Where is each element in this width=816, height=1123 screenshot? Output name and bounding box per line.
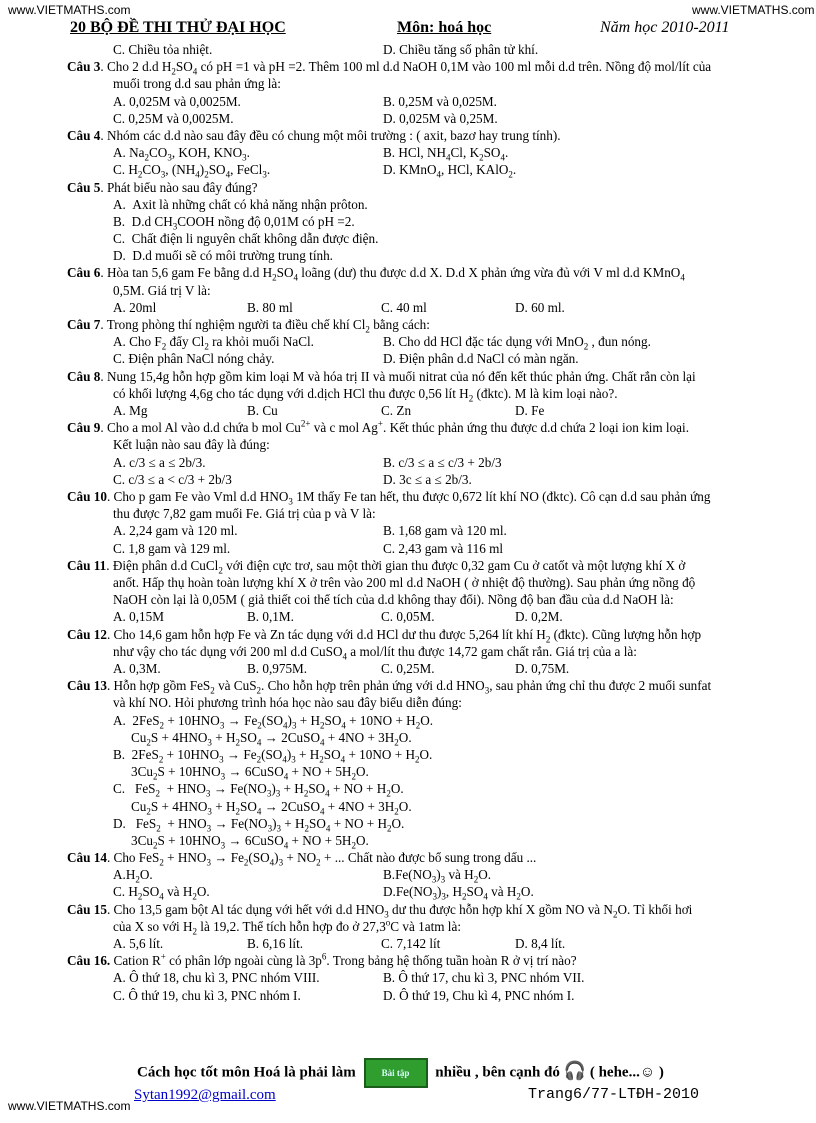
exam-subject: Môn: hoá học xyxy=(397,19,492,36)
question-7: Câu 7. Trong phòng thí nghiệm người ta điều chế khí $Cl_2$ bằng cách: xyxy=(67,317,430,335)
question-4: Câu 4. Nhóm các d.d nào sau đây đều có chung một môi trường : ( axit, bazơ hay trung tính). xyxy=(67,127,561,143)
watermark-bottom-left: www.VIETMATHS.com xyxy=(8,1099,131,1113)
question-11: Câu 11. Điện phân d.d CuCl$_2$ với điện cực trơ, sau một thời gian thu được 0,32 gam Cu ở catốt và một lượng khí X ở anốt. Hấp thụ hoàn toàn lượng khí X ở trên vào 200 ml d.d NaOH ( ở nhiệt độ thường). Sau phản ứng nồng độ NaOH còn lại là 0,05M ( giả thiết coi thể tích của d.d không thay đổi). Nồng độ ban đầu của d.d NaOH là: xyxy=(67,557,696,608)
question-10: Câu 10. Cho p gam Fe vào Vml d.d $HNO_3$ 1M thấy Fe tan hết, thu được 0,672 lít khí NO (đktc). Cô cạn d.d sau phản ứng thu được 7,82 gam muối Fe. Giá trị của p và V là: xyxy=(67,489,711,522)
question-9: Câu 9. Cho a mol Al vào d.d chứa b mol $Cu^{2+}$ và c mol Ag+. Kết thúc phản ứng thu được d.d chứa 2 loại ion kim loại. Kết luận nào sau đây là đúng: xyxy=(67,418,689,453)
question-8: Câu 8. Nung 15,4g hỗn hợp gồm kim loại M và hóa trị II và muối nitrat của nó đến kết thúc phản ứng. Chất rắn còn lại có khối lượng 4,6g cho tác dụng với d.dịch HCl thu được 0,56 lít $H_2$ (đktc). M là kim loại nào?. xyxy=(67,368,696,404)
carry-over-options: C. Chiều tỏa nhiệt. D. Chiều tăng số phân tử khí. xyxy=(113,42,539,57)
watermark-top-right: www.VIETMATHS.com xyxy=(692,3,815,17)
footer-message: Cách học tốt môn Hoá là phải làm Bài tập nhiều , bên cạnh đó 🎧 ( hehe...☺ ) xyxy=(137,1058,664,1088)
question-6: Câu 6. Hòa tan 5,6 gam Fe bằng d.d $H_2SO_4$ loãng (dư) thu được d.d X. D.d X phản ứng vừa đủ với V ml d.d KMnO$_4$ 0,5M. Giá trị V là: xyxy=(67,265,685,298)
email-link[interactable]: Sytan1992@gmail.com xyxy=(134,1087,276,1103)
watermark-top-left: www.VIETMATHS.com xyxy=(8,3,131,17)
question-13: Câu 13. Hỗn hợp gồm FeS$_2$ và CuS$_2$. Cho hỗn hợp trên phản ứng với d.d $HNO_3$, sau phản ứng chỉ thu được 2 muối sunfat và khí NO. Hỏi phương trình hóa học nào sau đây biểu diễn đúng: xyxy=(67,678,712,711)
question-16: Câu 16. Cation R+ có phân lớp ngoài cùng là $3p^6$. Trong bảng hệ thống tuần hoàn R ở vị trí nào? xyxy=(67,951,577,969)
questions-content: C. Chiều tỏa nhiệt. D. Chiều tăng số phân tử khí. Câu 3. Cho 2 d.d $H_2SO_4$ có pH =1 và pH =2. Thêm 100 ml d.d NaOH 0,1M vào 100 ml mỗi d.d trên. Nồng độ mol/lít của muối trong d.d sau phản ứng là: A. 0,025M và 0,0025M. B. 0,25M và 0,025M. C. 0,25M và 0,0025M. D. 0,025M và 0,25M. Câu 4. Nhóm các d.d nào sau đây đều có chung một môi trường : ( axit, bazơ hay trung tính). A. $Na_2CO_3$, KOH, $KNO_3$. B. HCl, $NH_4Cl$, $K_2SO_4$. C. $H_2CO_3$, $(NH_4)_2SO_4$, FeCl$_3$. D. KMnO$_4$, HCl, KAlO$_2$. Câu 5. Phát biểu nào sau đây đúng? A. Axit là những chất có khả năng nhận prôton. B. D.d $CH_3COOH$ nồng độ 0,01M có pH =2. C. Chất điện li nguyên chất không dẫn được điện. D. D.d muối sẽ có môi trường trung tính. Câu 6. Hòa tan 5,6 gam Fe bằng d.d $H_2SO_4$ loãng (dư) thu được d.d X. D.d X phản ứng vừa đủ với V ml d.d KMnO$_4$ 0,5M. Giá trị V là: A. 20ml B. 80 ml C. 40 ml D. 60 ml. Câu 7. Trong phòng thí nghiệm người ta điều chế khí $Cl_2$ bằng cách: A. Cho $F_2$ đẩy $Cl_2$ ra khỏi muối NaCl. B. Cho dd HCl đặc tác dụng với MnO$_2$ , đun nóng. C. Điện phân NaCl nóng chảy. D. Điện phân d.d NaCl có màn ngăn. Câu 8. Nung 15,4g hỗn hợp gồm kim loại M và hóa trị II và muối nitrat của nó đến kết thúc phản ứng. Chất rắn còn lại có khối lượng 4,6g cho tác dụng với d.dịch HCl thu được 0,56 lít $H_2$ (đktc). M là kim loại nào?. A. Mg B. Cu C. Zn D. Fe Câu 9. Cho a mol Al vào d.d chứa b mol $Cu^{2+}$ và c mol Ag+. Kết thúc phản ứng thu được d.d chứa 2 loại ion kim loại. Kết luận nào sau đây là đúng: A. c/3 ≤ a ≤ 2b/3. B. c/3 ≤ a ≤ c/3 + 2b/3 C. c/3 ≤ a < c/3 + 2b/3 D. 3c ≤ a ≤ 2b/3. Câu 10. Cho p gam Fe vào Vml d.d $HNO_3$ 1M thấy Fe tan hết, thu được 0,672 lít khí NO (đktc). Cô cạn d.d sau phản ứng thu được 7,82 gam muối Fe. Giá trị của p và V là: A. 2,24 gam và 120 ml. B. 1,68 gam và 120 ml. C. 1,8 gam và 129 ml. C. 2,43 gam và 116 ml Câu 11. Điện phân d.d CuCl$_2$ với điện cực trơ, sau một thời gian thu được 0,32 gam Cu ở catốt và một lượng khí X ở anốt. Hấp thụ hoàn toàn lượng khí X ở trên vào 200 ml d.d NaOH ( ở nhiệt độ thường). Sau phản ứng nồng độ NaOH còn lại là 0,05M ( giả thiết coi thể tích của d.d không thay đổi). Nồng độ ban đầu của d.d NaOH là: A. 0,15M B. 0,1M. C. 0,05M. D. 0,2M. Câu 12. Cho 14,6 gam hỗn hợp Fe và Zn tác dụng với d.d HCl dư thu được 5,264 lít khí $H_2$ (đktc). Cũng lượng hỗn hợp như vậy cho tác dụng với 200 ml d.d CuSO$_4$ a mol/lít thu được 14,72 gam chất rắn. Giá trị của a là: A. 0,3M. B. 0,975M. C. 0,25M. D. 0,75M. Câu 13. Hỗn hợp gồm FeS$_2$ và CuS$_2$. Cho hỗn hợp trên phản ứng với d.d $HNO_3$, sau phản ứng chỉ thu được 2 muối sunfat và khí NO. Hỏi phương trình hóa học nào sau đây biểu diễn đúng: A. $2FeS_2 + 10HNO_3 \to Fe_2(SO_4)_3 + H_2SO_4 + 10NO + H_2O$. $Cu_2S + 4HNO_3 + H_2SO_4$ → 2CuSO$_4$ + $4NO + 3H_2O$. B. $2FeS_2 + 10HNO_3 \to Fe_2(SO_4)_3 + H_2SO_4 + 10NO + H_2O$. $3Cu_2S + 10HNO_3$ → 6CuSO$_4$ + NO + $5H_2O$. C. $FeS_2 + HNO_3 \to Fe(NO_3)_3 + H_2SO_4$ + NO + $H_2O$. $Cu_2S + 4HNO_3 + H_2SO_4$ → 2CuSO$_4$ + $4NO + 3H_2O$. D. $FeS_2 + HNO_3 \to Fe(NO_3)_3 + H_2SO_4$ + NO + $H_2O$. $3Cu_2S + 10HNO_3$ → 6CuSO$_4$ + NO + $5H_2O$. Câu 14. Cho $FeS_2 + HNO_3 \to Fe_2(SO_4)_3 + NO_2$ + ... Chất nào được bổ sung trong dấu ... $A.H_2O$. $B.Fe(NO_3)_3$ và $H_2O$. C. $H_2SO_4$ và $H_2O$. $D.Fe(NO_3)_3$, $H_2SO_4$ và $H_2O$. Câu 15. Cho 13,5 gam bột Al tác dụng với hết với d.d $HNO_3$ dư thu được hỗn hợp khí X gồm NO và $N_2O$. Tỉ khối hơi của X so với $H_2$ là 19,2. Thể tích hỗn hợp đo ở 27,3$^o$C và 1atm là: A. 5,6 lít. B. 6,16 lít. C. 7,142 lít D. 8,4 lít. Câu 16. Cation R+ có phân lớp ngoài cùng là $3p^6$. Trong bảng hệ thống tuần hoàn R ở vị trí nào? A. Ô thứ 18, chu kì 3, PNC nhóm VIII. B. Ô thứ 17, chu kì 3, PNC nhóm VII. C. Ô thứ 19, chu kì 3, PNC nhóm I. D. Ô thứ 19, Chu kì 4, PNC nhóm I. xyxy=(67,41,765,1004)
homework-badge: Bài tập xyxy=(364,1058,428,1088)
q3-options-ab: A. 0,025M và 0,0025M. B. 0,25M và 0,025M. xyxy=(113,93,497,109)
exam-title: 20 BỘ ĐỀ THI THỬ ĐẠI HỌC xyxy=(70,19,286,36)
question-5: Câu 5. Phát biểu nào sau đây đúng? xyxy=(67,179,258,195)
question-15: Câu 15. Cho 13,5 gam bột Al tác dụng với hết với d.d $HNO_3$ dư thu được hỗn hợp khí X gồm NO và $N_2O$. Tỉ khối hơi của X so với $H_2$ là 19,2. Thể tích hỗn hợp đo ở 27,3$^o$C và 1atm là: xyxy=(67,901,693,937)
page-header xyxy=(62,17,762,39)
question-14: Câu 14. Cho $FeS_2 + HNO_3 \to Fe_2(SO_4)_3 + NO_2$ + ... Chất nào được bổ sung trong dấu ... xyxy=(67,850,537,868)
question-12: Câu 12. Cho 14,6 gam hỗn hợp Fe và Zn tác dụng với d.d HCl dư thu được 5,264 lít khí $H_2$ (đktc). Cũng lượng hỗn hợp như vậy cho tác dụng với 200 ml d.d CuSO$_4$ a mol/lít thu được 14,72 gam chất rắn. Giá trị của a là: xyxy=(67,626,702,662)
headphones-icon: 🎧 xyxy=(563,1060,587,1081)
q3-options-cd: C. 0,25M và 0,0025M. D. 0,025M và 0,25M. xyxy=(113,110,498,126)
exam-year: Năm học 2010-2011 xyxy=(600,19,730,36)
question-3: Câu 3. Cho 2 d.d $H_2SO_4$ có pH =1 và pH =2. Thêm 100 ml d.d NaOH 0,1M vào 100 ml mỗi d.d trên. Nồng độ mol/lít của muối trong d.d sau phản ứng là: xyxy=(67,59,712,92)
page-number: Trang6/77-LTĐH-2010 xyxy=(528,1086,700,1103)
